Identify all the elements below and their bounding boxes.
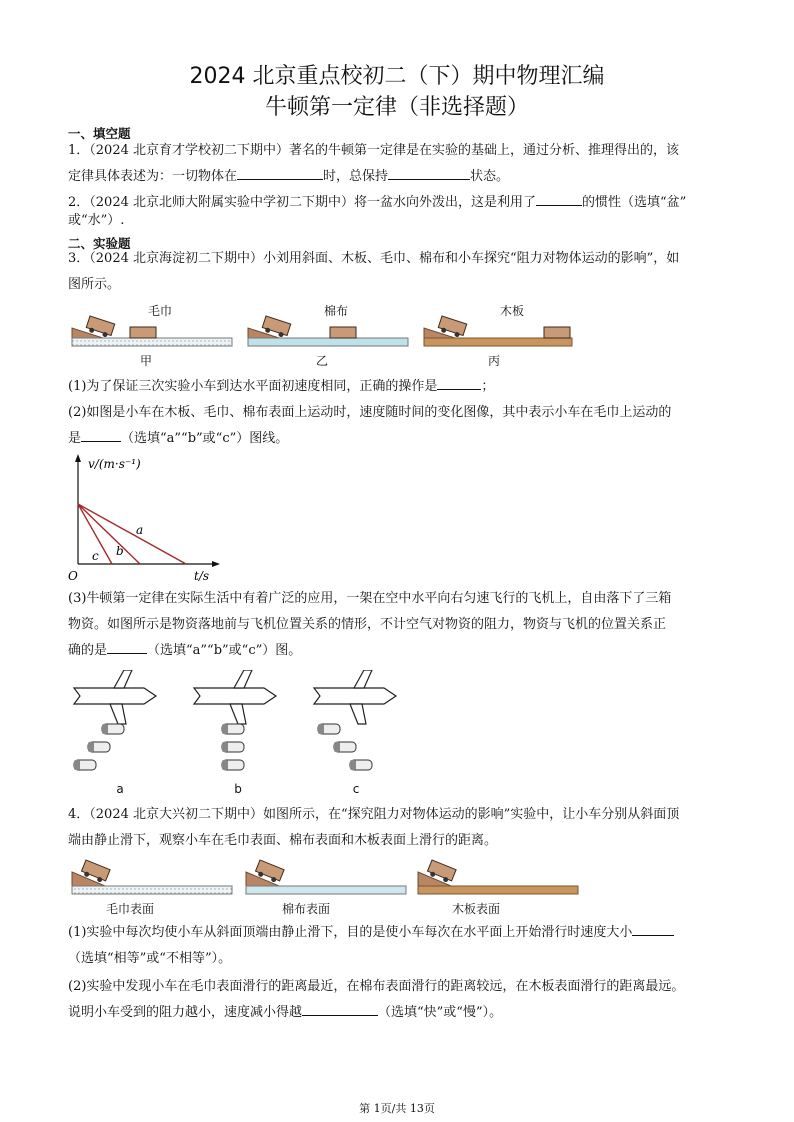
q1-blank-2[interactable] [388,165,470,180]
q4-sub2-blank[interactable] [302,1001,378,1016]
y-axis-arrow [75,454,81,462]
plane-label-b: b [234,782,242,796]
q3-intro-line2: 图所示。 [68,277,121,292]
label-towel: 毛巾 [147,304,172,318]
q4-intro-line1: 4．（2024 北京大兴初二下期中）如图所示，在“探究阻力对物体运动的影响”实验中，让小车分别从斜面顶 [68,807,680,822]
y-axis-label: v/(m·s⁻¹) [88,457,141,471]
q3-sub3-text: 确的是 [68,643,108,658]
q1-line1: 1．（2024 北京育才学校初二下期中）著名的牛顿第一定律是在实验的基础上，通过分析、推理得出的，该 [68,143,679,158]
q2-line1 [68,190,724,216]
label-c: c [92,549,99,563]
question-2 [68,190,724,230]
origin-label: O [68,569,78,583]
q4-ramp-figure [70,856,590,898]
section-heading-fill: 一、填空题 [68,126,131,141]
question-3-intro [68,246,724,298]
q3-intro-line1: 3．（2024 北京海淀初二下期中）小刘用斜面、木板、毛巾、棉布和小车探究“阻力对物体运动的影响”，如 [68,251,680,266]
label-b: b [116,544,124,558]
q2-text: 2．（2024 北京北师大附属实验中学初二下期中）将一盆水向外泼出，这是利用了 [68,195,536,210]
q3-sub3-blank[interactable] [107,639,147,654]
plane-a-group [74,670,156,770]
q1-blank-1[interactable] [237,165,323,180]
q4-sub1-line2: （选填“相等”或“不相等”）。 [68,951,232,966]
q3-sub2-text: 是 [68,431,82,446]
x-axis-arrow [212,561,220,567]
q3-sub1 [68,374,724,400]
q3-sub2-line2 [68,426,724,452]
plane-icon [74,670,156,724]
plane-icon [194,670,276,724]
figure-label-jia: 甲 [139,354,152,368]
q3-sub1-text: (1)为了保证三次实验小车到达水平面初速度相同，正确的操作是 [68,379,438,394]
q4-sub2-line1: (2)实验中发现小车在毛巾表面滑行的距离最近，在棉布表面滑行的距离较远，在木板表面滑行的距离最远。 [68,979,685,994]
q3-sub1-blank[interactable] [437,375,481,390]
label-cotton: 棉布 [323,304,348,318]
q4-ramp-towel [72,860,232,894]
plane-label-c: c [352,782,360,796]
q2-blank[interactable] [536,191,582,206]
q4-intro-line2: 端由静止滑下，观察小车在毛巾表面、棉布表面和木板表面上滑行的距离。 [68,833,498,848]
q3-sub3-line2: 物资。如图所示是物资落地前与飞机位置关系的情形，不计空气对物资的阻力，物资与飞机的位置关系正 [68,617,667,632]
q4-sub2-text: 说明小车受到的阻力越小，速度减小得越 [68,1005,303,1020]
q4-sub1-line1 [68,920,724,946]
ramp-towel [72,316,232,346]
supply-box [350,760,372,770]
q3-planes-figure [68,670,408,782]
q4-sub2 [68,974,724,1026]
q3-vt-graph [66,452,236,584]
q4-label-towel: 毛巾表面 [105,902,154,916]
figure-label-yi: 乙 [315,354,328,368]
ramp-wood [424,316,572,346]
q3-sub2-blank[interactable] [81,427,121,442]
page-subtitle: 牛顿第一定律（非选择题） [264,95,529,120]
supply-box [222,760,244,770]
q3-sub2-line1: (2)如图是小车在木板、毛巾、棉布表面上运动时，速度随时间的变化图像，其中表示小车在毛巾上运动的 [68,405,672,420]
q4-label-wood: 木板表面 [451,902,500,916]
plane-icon [314,670,396,724]
q4-ramp-wood [418,860,578,894]
supply-box [222,724,244,734]
plane-b-group [194,670,276,770]
question-4-intro [68,802,724,854]
q1-text: 定律具体表述为：一切物体在 [68,169,238,184]
q4-sub1-text: (1)实验中每次均使小车从斜面顶端由静止滑下，目的是使小车每次在水平面上开始滑行时速度大小 [68,925,633,940]
q3-sub2 [68,400,724,452]
q1-text: 时，总保持 [323,169,389,184]
supply-box [102,724,124,734]
q3-sub3-line3 [68,638,724,664]
q4-sub1 [68,920,724,972]
plane-label-a: a [116,782,124,796]
section-heading-experiment: 二、实验题 [68,236,131,251]
label-wood: 木板 [499,304,524,318]
q3-sub3 [68,586,724,664]
supply-box [74,760,96,770]
supply-box [222,742,244,752]
q2-line2: 或“水”）. [68,213,125,228]
q4-label-cotton: 棉布表面 [281,902,330,916]
q3-sub3-line1: (3)牛顿第一定律在实际生活中有着广泛的应用，一架在空中水平向右匀速飞行的飞机上，自由落下了三箱 [68,591,672,606]
q2-text: 的惯性（选填“盆” [582,195,687,210]
q4-sub2-line2 [68,1000,724,1026]
q4-ramp-cotton [246,860,406,894]
page-title: 2024 北京重点校初二（下）期中物理汇编 [189,64,605,89]
q3-sub2-text: （选填“a”“b”或“c”）图线。 [121,431,289,446]
supply-box [318,724,340,734]
q1-text: 状态。 [470,169,510,184]
label-a: a [136,523,144,537]
q3-sub1-end: ； [481,379,495,394]
q4-sub2-text: （选填“快”或“慢”）。 [378,1005,503,1020]
q3-sub3-text: （选填“a”“b”或“c”）图。 [147,643,302,658]
supply-box [88,742,110,752]
q1-line2 [68,164,724,190]
plane-c-group [314,670,396,770]
x-axis-label: t/s [194,569,210,583]
figure-label-bing: 丙 [487,354,500,368]
q4-sub1-blank[interactable] [632,921,674,936]
question-1 [68,138,724,190]
supply-box [334,742,356,752]
page-footer: 第 1页/共 13页 [359,1102,435,1115]
ramp-cotton [248,316,408,346]
